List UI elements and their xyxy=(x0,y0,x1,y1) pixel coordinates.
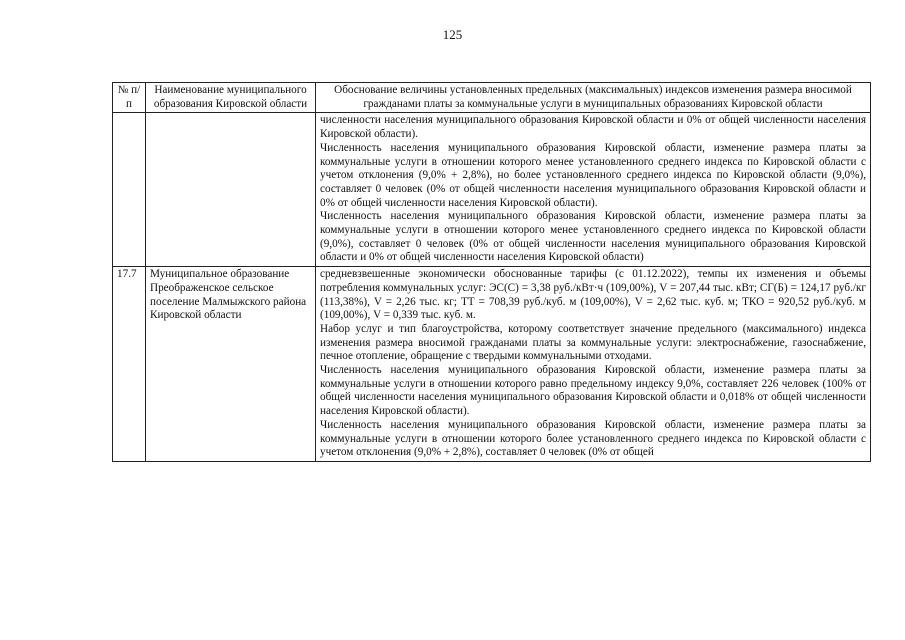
row-number: 17.7 xyxy=(113,267,146,462)
basis-paragraph: Численность населения муниципального образования Кировской области, изменение размера платы за коммунальные услуги в отношении которого менее установленного среднего индекса по Кировской области с учетом отклонения (9,0% + 2,8%), но более установленного среднего индекса по Кировской области (9,0%), составляет 0 человек (0% от общей численности населения муниципального образования Кировской области и 0% от общей численности населения Кировской области). xyxy=(320,141,866,209)
basis-paragraph: средневзвешенные экономически обоснованные тарифы (с 01.12.2022), темпы их изменения и объемы потребления коммунальных услуг: ЭС(С) = 3,38 руб./кВт·ч (109,00%), V = 207,44 тыс. кВт; СГ(Б) = 124,17 руб./кг (113,38%), V = 2,26 тыс. кг; ТТ = 708,39 руб./куб. м (109,00%), V = 2,62 тыс. куб. м; ТКО = 920,52 руб./куб. м (109,00%), V = 0,339 тыс. куб. м. xyxy=(320,268,866,322)
header-municipality-name: Наименование муниципального образования Кировской области xyxy=(146,83,316,113)
table-row xyxy=(113,267,871,462)
row-municipality-name xyxy=(146,113,316,267)
header-number: № п/п xyxy=(113,83,146,113)
row-basis xyxy=(316,267,871,462)
page-number: 125 xyxy=(442,27,463,42)
row-basis xyxy=(316,113,871,267)
basis-paragraph: Численность населения муниципального образования Кировской области, изменение размера платы за коммунальные услуги в отношении которого равно предельному индексу 9,0%, составляет 226 человек (100% от общей численности населения муниципального образования Кировской области и 0,018% от общей численности населения Кировской области). xyxy=(320,364,866,418)
basis-paragraph: Набор услуг и тип благоустройства, которому соответствует значение предельного (максимального) индекса изменения размера вносимой гражданами платы за коммунальные услуги: электроснабжение, газоснабжение, печное отопление, обращение с твердыми коммунальными отходами. xyxy=(320,322,866,363)
table-row xyxy=(113,113,871,267)
table-header-row xyxy=(113,83,871,113)
row-number xyxy=(113,113,146,267)
basis-paragraph: Численность населения муниципального образования Кировской области, изменение размера платы за коммунальные услуги в отношении которого менее установленного среднего индекса по Кировской области (9,0%), составляет 0 человек (0% от общей численности населения муниципального образования Кировской области и 0% от общей численности населения Кировской области) xyxy=(320,210,866,264)
row-municipality-name: Муниципальное образование Преображенское сельское поселение Малмыжского района Кировской области xyxy=(146,267,316,462)
basis-paragraph: численности населения муниципального образования Кировской области и 0% от общей численности населения Кировской области). xyxy=(320,114,866,141)
basis-paragraph: Численность населения муниципального образования Кировской области, изменение размера платы за коммунальные услуги в отношении которого более установленного среднего индекса по Кировской области с учетом отклонения (9,0% + 2,8%), составляет 0 человек (0% от общей xyxy=(320,418,866,459)
indices-table xyxy=(112,82,871,462)
header-basis: Обоснование величины установленных предельных (максимальных) индексов изменения размера вносимой гражданами платы за коммунальные услуги в муниципальных образованиях Кировской области xyxy=(316,83,871,113)
